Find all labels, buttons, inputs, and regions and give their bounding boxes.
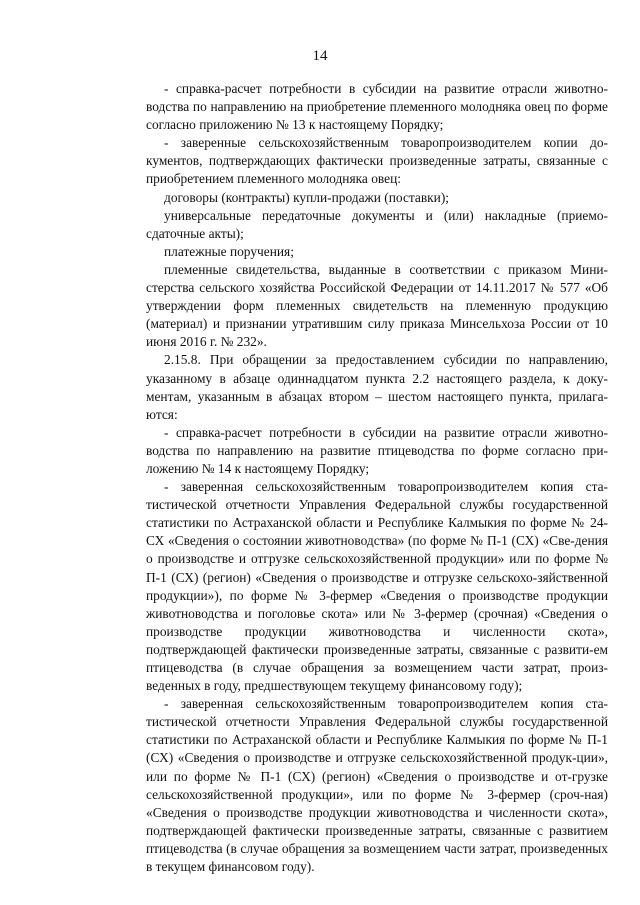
paragraph-5: платежные поручения;	[164, 243, 294, 259]
paragraph-2: - заверенные сельскохозяйственным товаропроизводителем копии до-кументов, подтверждающих фактически произведенные затраты, связанные с приобретением племенного молодняка овец:	[146, 135, 608, 187]
paragraph-1: - справка-расчет потребности в субсидии на развитие отрасли животно-водства по направлению на приобретение племенного молодняка овец по форме согласно приложению № 13 к настоящему Порядку;	[146, 81, 608, 133]
page-number: 14	[312, 48, 328, 64]
paragraph-9: - заверенная сельскохозяйственным товаропроизводителем копия ста-тистической отчетности Управления Федеральной службы государственной статистики по Астраханской области и Республике Калмыкия по форме № 24-СХ «Сведения о состоянии животноводства» (по форме № П-1 (СХ) «Све-дения о производстве и отгрузке сельскохозяйственной продукции» или по форме № П-1 (СХ) (регион) «Сведения о производстве и отгрузке сельскохо-зяйственной продукции»), по форме № 3-фермер «Сведения о производстве продукции животноводства и поголовье скота» или № 3-фермер (срочная) «Сведения о производстве продукции животноводства и численности скота», подтверждающей фактически произведенные затраты, связанные с развити-ем птицеводства (в случае обращения за возмещением части затрат, произ-веденных в году, предшествующем текущему финансовому году);	[146, 479, 608, 694]
paragraph-4: универсальные передаточные документы и (или) накладные (приемо-сдаточные акты);	[146, 207, 608, 241]
paragraph-7: 2.15.8. При обращении за предоставлением субсидии по направлению, указанному в абзаце одиннадцатом пункта 2.2 настоящего раздела, к доку-ментам, указанным в абзацах втором – шестом настоящего пункта, прилага-ются:	[146, 352, 608, 422]
document-body	[146, 80, 608, 876]
paragraph-8: - справка-расчет потребности в субсидии на развитие отрасли животно-водства по направлению на развитие птицеводства по форме согласно при-ложению № 14 к настоящему Порядку;	[146, 424, 608, 476]
paragraph-3: договоры (контракты) купли-продажи (поставки);	[164, 189, 450, 205]
paragraph-6: племенные свидетельства, выданные в соответствии с приказом Мини-стерства сельского хозяйства Российской Федерации от 14.11.2017 № 577 «Об утверждении форм племенных свидетельств на племенную продукцию (материал) и признании утратившим силу приказа Минсельхоза России от 10 июня 2016 г. № 232».	[146, 261, 608, 350]
paragraph-10: - заверенная сельскохозяйственным товаропроизводителем копия ста-тистической отчетности Управления Федеральной службы государственной статистики по Астраханской области и Республике Калмыкия по форме № П-1 (СХ) «Сведения о производстве и отгрузке сельскохозяйственной продук-ции», или по форме № П-1 (СХ) (регион) «Сведения о производстве и от-грузке сельскохозяйственной продукции», или по форме № 3-фермер (сроч-ная) «Сведения о производстве продукции животноводства и численности скота», подтверждающей фактически произведенные затраты, связанные с развитием птицеводства (в случае обращения за возмещением части затрат, произведенных в текущем финансовом году).	[146, 696, 608, 875]
